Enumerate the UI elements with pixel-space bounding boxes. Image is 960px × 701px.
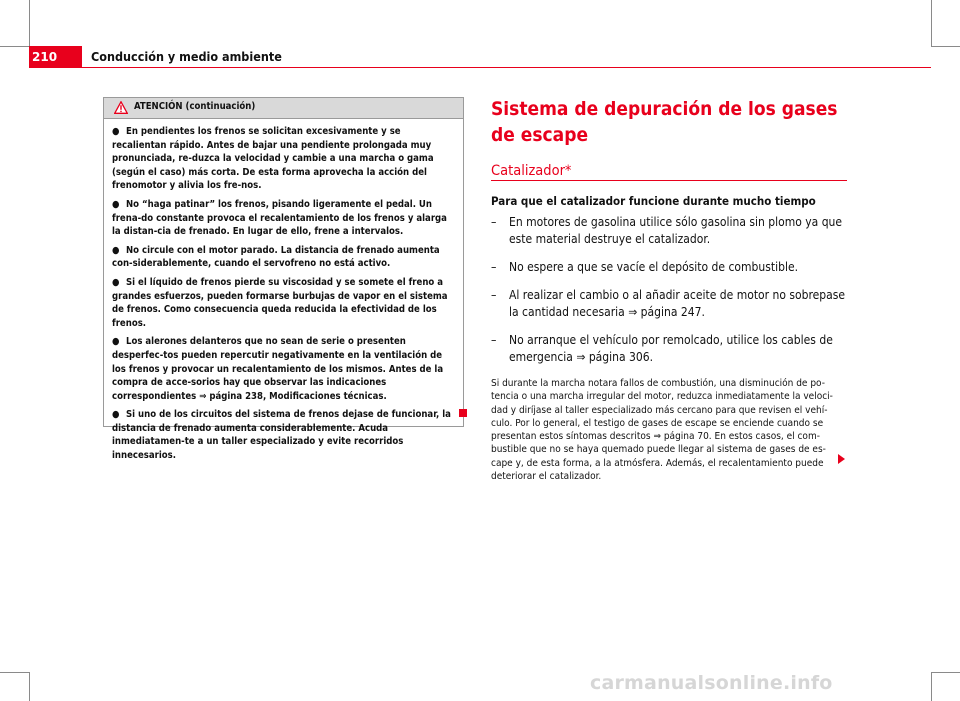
warning-item-text: En pendientes los frenos se solicitan excesivamente y se recalientan rápido. Antes de bajar una pendiente prolongada muy pronunciada, re-duzca la velocidad y cambie a una marcha o gama (según el caso) más corta. De esta forma aprovecha la acción del frenomotor y alivia los fre-nos. — [112, 126, 434, 192]
watermark: carmanualsonline.info — [590, 672, 833, 694]
continue-arrow-icon — [838, 454, 845, 464]
warning-item — [112, 276, 457, 330]
crop-mark — [0, 672, 29, 673]
warning-header — [104, 98, 463, 119]
bullet: ● — [112, 409, 120, 421]
crop-mark — [931, 672, 932, 701]
list-item-text: Al realizar el cambio o al añadir aceite de motor no sobrepase la cantidad necesaria ⇒ página 247. — [509, 288, 846, 319]
dash-marker: – — [491, 333, 497, 347]
warning-box — [103, 97, 464, 462]
end-of-section-icon — [459, 409, 467, 417]
chapter-title: Conducción y medio ambiente — [91, 49, 282, 64]
dash-marker: – — [491, 260, 497, 274]
list-item — [491, 332, 847, 366]
header-rule — [82, 67, 931, 68]
warning-item-text: Los alerones delanteros que no sean de serie o presenten desperfec-tos pueden repercutir negativamente en la ventilación de los frenos y provocar un recalentamiento de los mismos. Antes de la compra de acce-sorios hay que observar las indicaciones correspondientes ⇒ página 238, Modificaciones técnicas. — [112, 336, 444, 402]
list-item-text: No arranque el vehículo por remolcado, utilice los cables de emergencia ⇒ página 306. — [509, 333, 833, 364]
warning-item-text: Si el líquido de frenos pierde su viscosidad y se somete el freno a grandes esfuerzos, pueden formarse burbujas de vapor en el sistema de frenos. Como consecuencia queda reducida la efectividad de los frenos. — [112, 276, 448, 329]
list-item — [491, 259, 847, 276]
warning-item-text: No “haga patinar” los frenos, pisando ligeramente el pedal. Un frena-do constante provoca el recalentamiento de los frenos y alarga la distan-cia de frenado. En lugar de ello, frene a intervalos. — [112, 198, 447, 238]
dash-marker: – — [491, 288, 497, 302]
warning-item — [112, 408, 457, 462]
warning-item — [112, 125, 457, 193]
bullet: ● — [112, 276, 120, 288]
list-item — [491, 287, 847, 321]
warning-title: ATENCIÓN (continuación) — [134, 101, 256, 112]
body-paragraph: Si durante la marcha notara fallos de combustión, una disminución de po-tencia o una marcha irregular del motor, reduzca inmediatamente la veloci-dad y diríjase al taller especializado más cercano para que revisen el vehí-culo. Por lo general, el testigo de gases de escape se enciende cuando se presentan estos síntomas descritos ⇒ página 70. En estos casos, el com-bustible que no se haya quemado puede llegar al sistema de gases de es-cape y, de esta forma, a la atmósfera. Además, el recalentamiento puede deteriorar el catalizador. — [491, 378, 833, 483]
list-item-text: No espere a que se vacíe el depósito de combustible. — [509, 260, 799, 274]
crop-mark — [0, 46, 29, 47]
crop-mark — [931, 672, 960, 673]
subsection-title: Catalizador* — [491, 163, 572, 179]
dash-marker: – — [491, 215, 497, 229]
list-item-text: En motores de gasolina utilice sólo gasolina sin plomo ya que este material destruye el catalizador. — [509, 215, 843, 246]
warning-item — [112, 244, 457, 271]
crop-mark — [29, 672, 30, 701]
section-content — [491, 194, 847, 493]
crop-mark — [931, 0, 932, 46]
bullet: ● — [112, 244, 120, 256]
warning-triangle-icon — [114, 101, 128, 114]
bullet: ● — [112, 198, 120, 210]
warning-body — [104, 119, 463, 463]
warning-item-text: No circule con el motor parado. La distancia de frenado aumenta con-siderablemente, cuando el servofreno no está activo. — [112, 244, 440, 270]
bullet: ● — [112, 336, 120, 348]
section-title: Sistema de depuración de los gases de escape — [491, 98, 838, 146]
warning-item — [112, 198, 457, 239]
bullet: ● — [112, 126, 120, 137]
warning-item — [112, 335, 457, 403]
page-number: 210 — [29, 46, 82, 68]
subsection-rule — [491, 180, 847, 181]
list-item — [491, 214, 847, 248]
crop-mark — [931, 46, 960, 47]
warning-item-text: Si uno de los circuitos del sistema de frenos dejase de funcionar, la distancia de frenado aumenta considerablemente. Acuda inmediatamen-te a un taller especializado y evite recorridos innecesarios. — [112, 409, 451, 462]
crop-mark — [29, 0, 30, 46]
lead-heading: Para que el catalizador funcione durante mucho tiempo — [491, 194, 816, 208]
